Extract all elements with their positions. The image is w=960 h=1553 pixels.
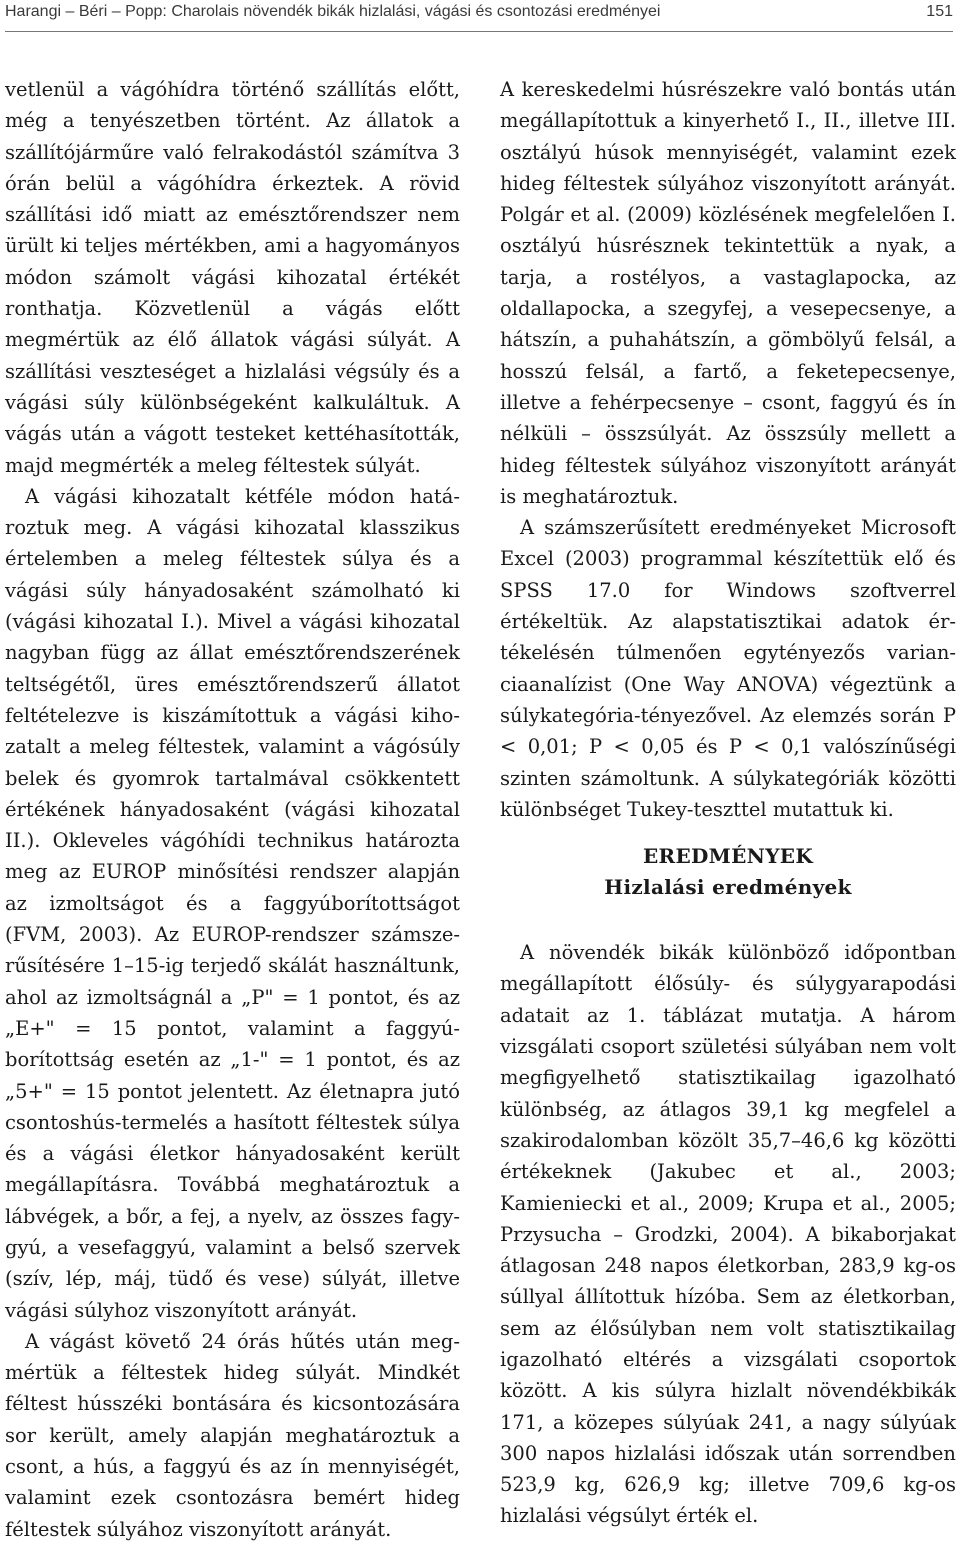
left-column [5, 74, 460, 1545]
paragraph: vetlenül a vágóhídra történő szállítás előtt, még a tenyészetben történt. Az állatok a szállítójárműre való felrakodástól számítva 3 órán belül a vágóhídra érkeztek. A rövid szállítási idő miatt az emésztőrendszer nem ürült ki teljes mértékben, ami a hagyományos módon számolt vágási kihozatal értékét ronthatja. Közvetlenül a vágás előtt megmértük az élő állatok vágási súlyát. A szállítási veszteséget a hizlalási végsúly és a vágási súly különbségeként kalkuláltuk. A vágás után a vágott testeket kettéhasították, majd megmérték a meleg féltestek súlyát. [5, 78, 460, 477]
page-number: 151 [926, 3, 953, 20]
paragraph: A kereskedelmi húsrészekre való bontás után megállapítottuk a kinyerhető I., II., illetve III. osztályú húsok mennyiségét, valamint ezek hideg féltestek súlyához viszonyított arányát. Polgár et al. (2009) közlésének megfelelően I. osztályú húsrésznek tekintettük a nyak, a tarja, a rostélyos, a vastaglapocka, az oldallapocka, a szegyfej, a vesepecsenye, a hátszín, a puhahátszín, a gömbölyű felsál, a hosszú felsál, a fartő, a feketepecsenye, illetve a fehérpecsenye – csont, faggyú és ín nélküli – összsúlyát. Az összsúly mellett a hideg féltestek súlyához viszonyított arányát is meghatároztuk. [500, 78, 956, 508]
paragraph: A növendék bikák különböző időpontban megállapított élősúly- és súlygyarapodási adatait az 1. táblázat mutatja. A három vizsgálati csoport születési súlyában nem volt megfigyelhető statisztikailag igazolható különbség, az átlagos 39,1 kg megfelel a szakirodalomban közölt 35,7–46,6 kg közötti értékeknek (Jakubec et al., 2003; Kamieniecki et al., 2009; Krupa et al., 2005; Przysucha – Grodzki, 2004). A bikaborjakat átlagosan 248 napos életkorban, 283,9 kg-os súllyal állítottuk hízóba. Sem az életkorban, sem az élősúlyban nem volt statisztikailag igazolható eltérés a vizsgálati csoportok között. A kis súlyra hizlalt növendékbikák 171, a közepes súlyúak 241, a nagy súlyúak 300 napos hizlalási időszak után sorrendben 523,9 kg, 626,9 kg; illetve 709,6 kg-os hizlalási végsúlyt érték el. [500, 941, 956, 1528]
running-head [5, 0, 953, 28]
header-rule [5, 31, 953, 32]
running-head-title: Harangi – Béri – Popp: Charolais növendék bikák hizlalási, vágási és csontozási eredményei [5, 3, 661, 20]
right-column [500, 74, 956, 1532]
paragraph: A számszerűsített eredményeket Microsoft Excel (2003) programmal készítettük elő és SPSS 17.0 for Windows szoftverrel értékeltük. Az alapstatisztikai adatok értékelésén túlmenően egytényezős varianciaanalízist (One Way ANOVA) végeztünk a súlykategória-tényezővel. Az elemzés során P < 0,01; P < 0,05 és P < 0,1 valószínűségi szinten számoltunk. A súlykategóriák közötti különbséget Tukey-teszttel mutattuk ki. [500, 516, 956, 821]
paragraph: A vágási kihozatalt kétféle módon határoztuk meg. A vágási kihozatal klasszikus értelemben a meleg féltestek súlya és a vágási súly hányadosaként számolható ki (vágási kihozatal I.). Mivel a vágási kihozatal nagyban függ az állat emésztőrendszerének teltségétől, üres emésztőrendszerű állatot feltételezve is kiszámítottuk a vágási kihozatalt a meleg féltestek, valamint a vágósúly belek és gyomrok tartalmával csökkentett értékének hányadosaként (vágási kihozatal II.). Okleveles vágóhídi technikus határozta meg az EUROP minősítési rendszer alapján az izmoltságot és a faggyúborítottságot (FVM, 2003). Az EUROP-rendszer számszerűsítésére 1–15-ig terjedő skálát használtunk, ahol az izmoltságnál a „P" = 1 pontot, és az „E+" = 15 pontot, valamint a faggyúborítottság esetén az „1-" = 1 pontot, és az „5+" = 15 pontot jelentett. Az életnapra jutó csontoshús-termelés a hasított féltestek súlya és a vágási életkor hányadosaként került megállapításra. Továbbá meghatároztuk a lábvégek, a bőr, a fej, a nyelv, az összes fagygyú, a vesefaggyú, valamint a belső szervek (szív, lép, máj, tüdő és vese) súlyát, illetve vágási súlyhoz viszonyított arányát. [5, 484, 460, 1322]
subsection-heading: Hizlalási eredmények [604, 875, 852, 900]
paragraph: A vágást követő 24 órás hűtés után megmértük a féltestek hideg súlyát. Mindkét féltest hússzéki bontására és kicsontozására sor került, amely alapján meghatároztuk a csont, a hús, a faggyú és az ín mennyiségét, valamint ezek csontozásra bemért hideg féltestek súlyához viszonyított arányát. [5, 1329, 460, 1541]
section-heading: EREDMÉNYEK [642, 844, 814, 869]
